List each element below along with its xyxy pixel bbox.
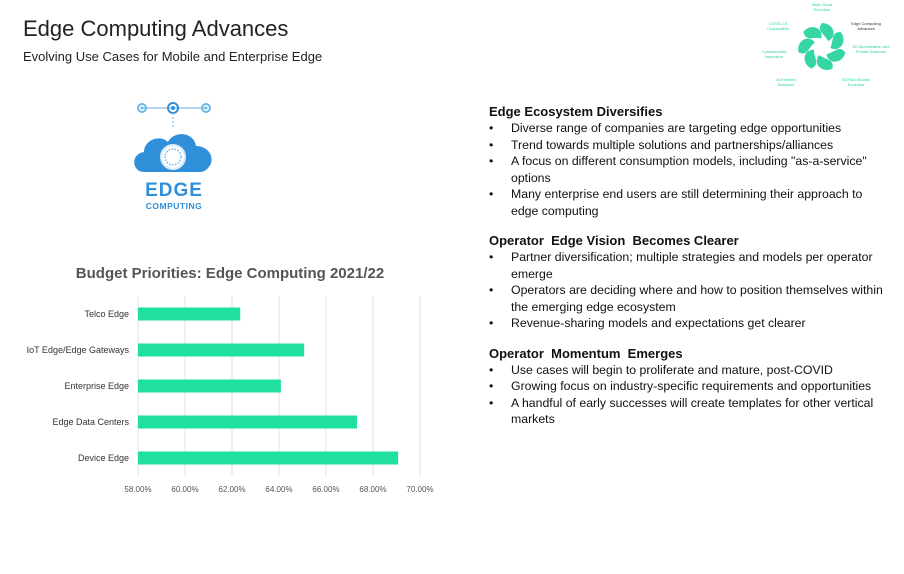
- bullet-item: • Many enterprise end users are still determining their approach to edge computing: [489, 186, 889, 219]
- cycle-label: Cybersecurity Imperative: [761, 49, 787, 59]
- cycle-graphic: [750, 0, 900, 95]
- cycle-label: AI-Enabled Networks: [776, 77, 796, 87]
- bullet-item: • A focus on different consumption models, including "as-a-service" options: [489, 153, 889, 186]
- category-label: Telco Edge: [84, 309, 129, 319]
- section-operator-vision: [489, 233, 889, 332]
- bullet-item: • Operators are deciding where and how to position themselves within the emerging edge ecosystem: [489, 282, 889, 315]
- cycle-label: 5G Monetization and Private Networks: [852, 44, 890, 54]
- logo-text-edge: EDGE: [145, 180, 203, 201]
- bar-chart-svg: [0, 290, 450, 500]
- bullet-item: • Use cases will begin to proliferate and mature, post-COVID: [489, 362, 889, 379]
- x-tick-label: 58.00%: [124, 485, 152, 494]
- cycle-label: Multi-Cloud Evolution: [811, 2, 833, 12]
- chart-title: Budget Priorities: Edge Computing 2021/22: [75, 265, 385, 282]
- logo-text-computing: COMPUTING: [145, 201, 203, 211]
- section-heading: Operator Momentum Emerges: [489, 345, 683, 361]
- bullet-item: • Trend towards multiple solutions and partnerships/alliances: [489, 137, 889, 154]
- bullet-item: • A handful of early successes will create templates for other vertical markets: [489, 395, 889, 428]
- right-panel: [489, 104, 889, 442]
- page-title: Edge Computing Advances: [23, 16, 289, 41]
- page-subtitle: Evolving Use Cases for Mobile and Enterprise Edge: [23, 49, 323, 64]
- x-tick-label: 60.00%: [171, 485, 199, 494]
- category-label: IoT Edge/Edge Gateways: [26, 345, 129, 355]
- section-operator-momentum: [489, 346, 889, 428]
- category-label: Device Edge: [77, 453, 129, 463]
- bullet-item: • Partner diversification; multiple strategies and models per operator emerge: [489, 249, 889, 282]
- bullet-item: • Revenue-sharing models and expectations get clearer: [489, 315, 889, 332]
- cycle-label: Edge Computing Advances: [851, 21, 881, 31]
- section-heading: Edge Ecosystem Diversifies: [489, 104, 663, 119]
- x-tick-label: 68.00%: [359, 485, 387, 494]
- bar: [138, 452, 398, 465]
- bar-chart: [0, 290, 450, 500]
- x-tick-label: 70.00%: [406, 485, 434, 494]
- bar: [138, 380, 281, 393]
- bar: [138, 308, 240, 321]
- section-ecosystem: [489, 104, 889, 219]
- cycle-label: 5G/RAN Boosts Evolution: [841, 77, 871, 87]
- x-tick-label: 62.00%: [218, 485, 246, 494]
- bullet-item: • Growing focus on industry-specific requirements and opportunities: [489, 378, 889, 395]
- category-label: Enterprise Edge: [64, 381, 129, 391]
- x-tick-label: 66.00%: [312, 485, 340, 494]
- cycle-label: COVID-19 Cooperation: [767, 21, 789, 31]
- bar: [138, 416, 357, 429]
- x-tick-label: 64.00%: [265, 485, 293, 494]
- edge-computing-logo: [130, 96, 218, 216]
- bullet-item: • Diverse range of companies are targeting edge opportunities: [489, 120, 889, 137]
- bar: [138, 344, 304, 357]
- section-heading: Operator Edge Vision Becomes Clearer: [489, 233, 739, 248]
- category-label: Edge Data Centers: [52, 417, 129, 427]
